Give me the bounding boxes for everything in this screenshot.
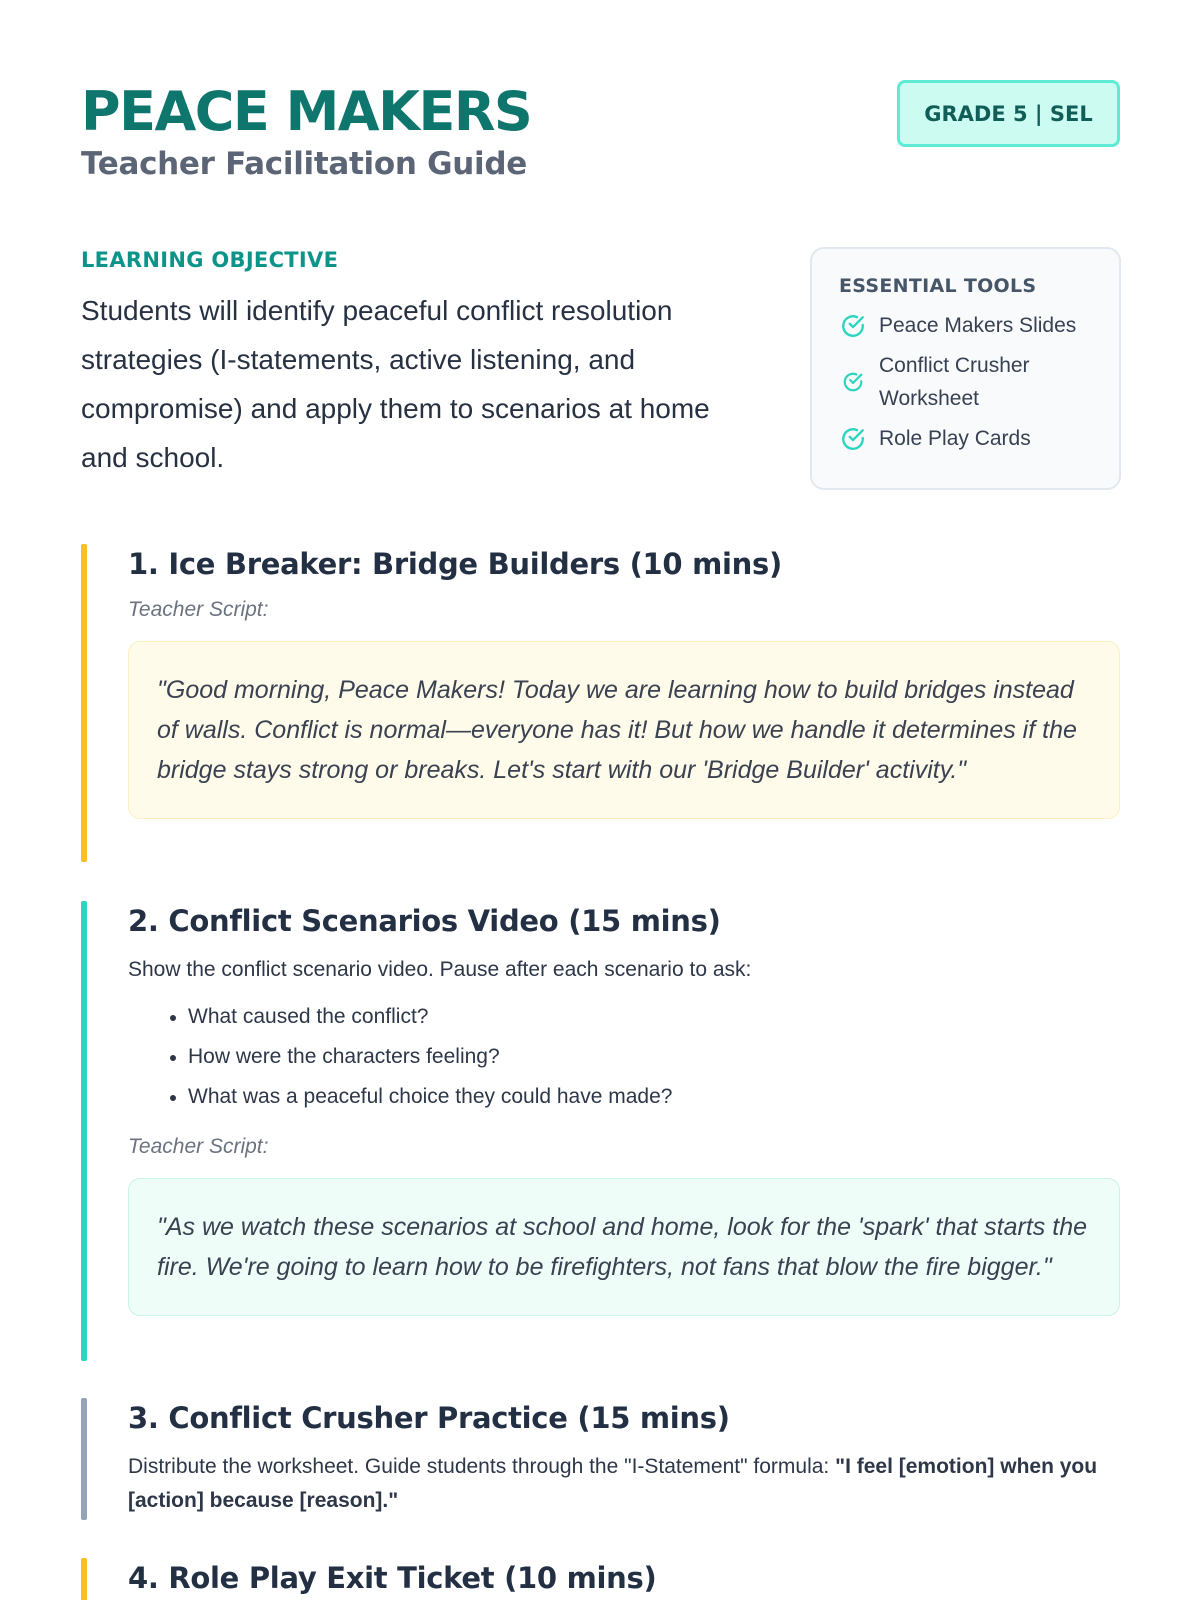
section-accent-bar [81,901,87,1361]
section-title: 4. Role Play Exit Ticket (10 mins) [128,1561,657,1595]
script-label: Teacher Script: [128,598,269,621]
section-conflict-video [81,901,1120,1361]
question-list [128,997,1120,1117]
grade-badge: GRADE 5 | SEL [897,80,1120,147]
section-accent-bar [81,1558,87,1600]
section-role-play [81,1558,1120,1600]
list-item: • How were the characters feeling? [188,1037,1120,1077]
check-circle-icon [839,368,867,396]
section-title: 3. Conflict Crusher Practice (15 mins) [128,1401,730,1435]
tools-list [839,309,1099,455]
tool-label: Role Play Cards [879,427,1031,450]
essential-tools-card [810,247,1121,490]
section-title: 1. Ice Breaker: Bridge Builders (10 mins) [128,547,782,581]
teacher-script-box: "Good morning, Peace Makers! Today we are learning how to build bridges instead of walls. Conflict is normal—everyone has it! But how we handle it determines if the bridge stays strong or breaks. Let's start with our 'Bridge Builder' activity." [128,641,1120,819]
objective-text: Students will identify peaceful conflict resolution strategies (I-statements, active listening, and compromise) and apply them to scenarios at home and school. [81,295,710,473]
page-subtitle: Teacher Facilitation Guide [81,146,527,182]
list-item: • What was a peaceful choice they could have made? [188,1077,1120,1117]
check-circle-icon [839,312,867,340]
tool-item [839,309,1099,342]
description-text: Distribute the worksheet. Guide students through the "I-Statement" formula: [128,1455,836,1478]
learning-objective [81,248,761,482]
tools-label: ESSENTIAL TOOLS [839,275,1037,297]
section-title: 2. Conflict Scenarios Video (15 mins) [128,904,721,938]
page-header [81,80,1120,200]
section-ice-breaker [81,544,1120,862]
section-conflict-crusher [81,1398,1120,1520]
tool-label: Conflict Crusher Worksheet [879,354,1030,410]
teacher-script-box: "As we watch these scenarios at school and home, look for the 'spark' that starts the fire. We're going to learn how to be firefighters, not fans that blow the fire bigger." [128,1178,1120,1316]
tool-item [839,349,1099,415]
objective-label: LEARNING OBJECTIVE [81,248,339,272]
i-statement-formula: "I feel [emotion] when you [action] because [reason]." [128,1455,1098,1512]
check-circle-icon [839,425,867,453]
tool-item [839,422,1099,455]
section-accent-bar [81,544,87,862]
section-description: Show the conflict scenario video. Pause after each scenario to ask: [128,958,752,981]
list-item: • What caused the conflict? [188,997,1120,1037]
page-title: PEACE MAKERS [81,80,532,143]
section-description [128,1450,1120,1518]
tool-label: Peace Makers Slides [879,314,1077,337]
section-accent-bar [81,1398,87,1520]
script-label: Teacher Script: [128,1135,269,1158]
